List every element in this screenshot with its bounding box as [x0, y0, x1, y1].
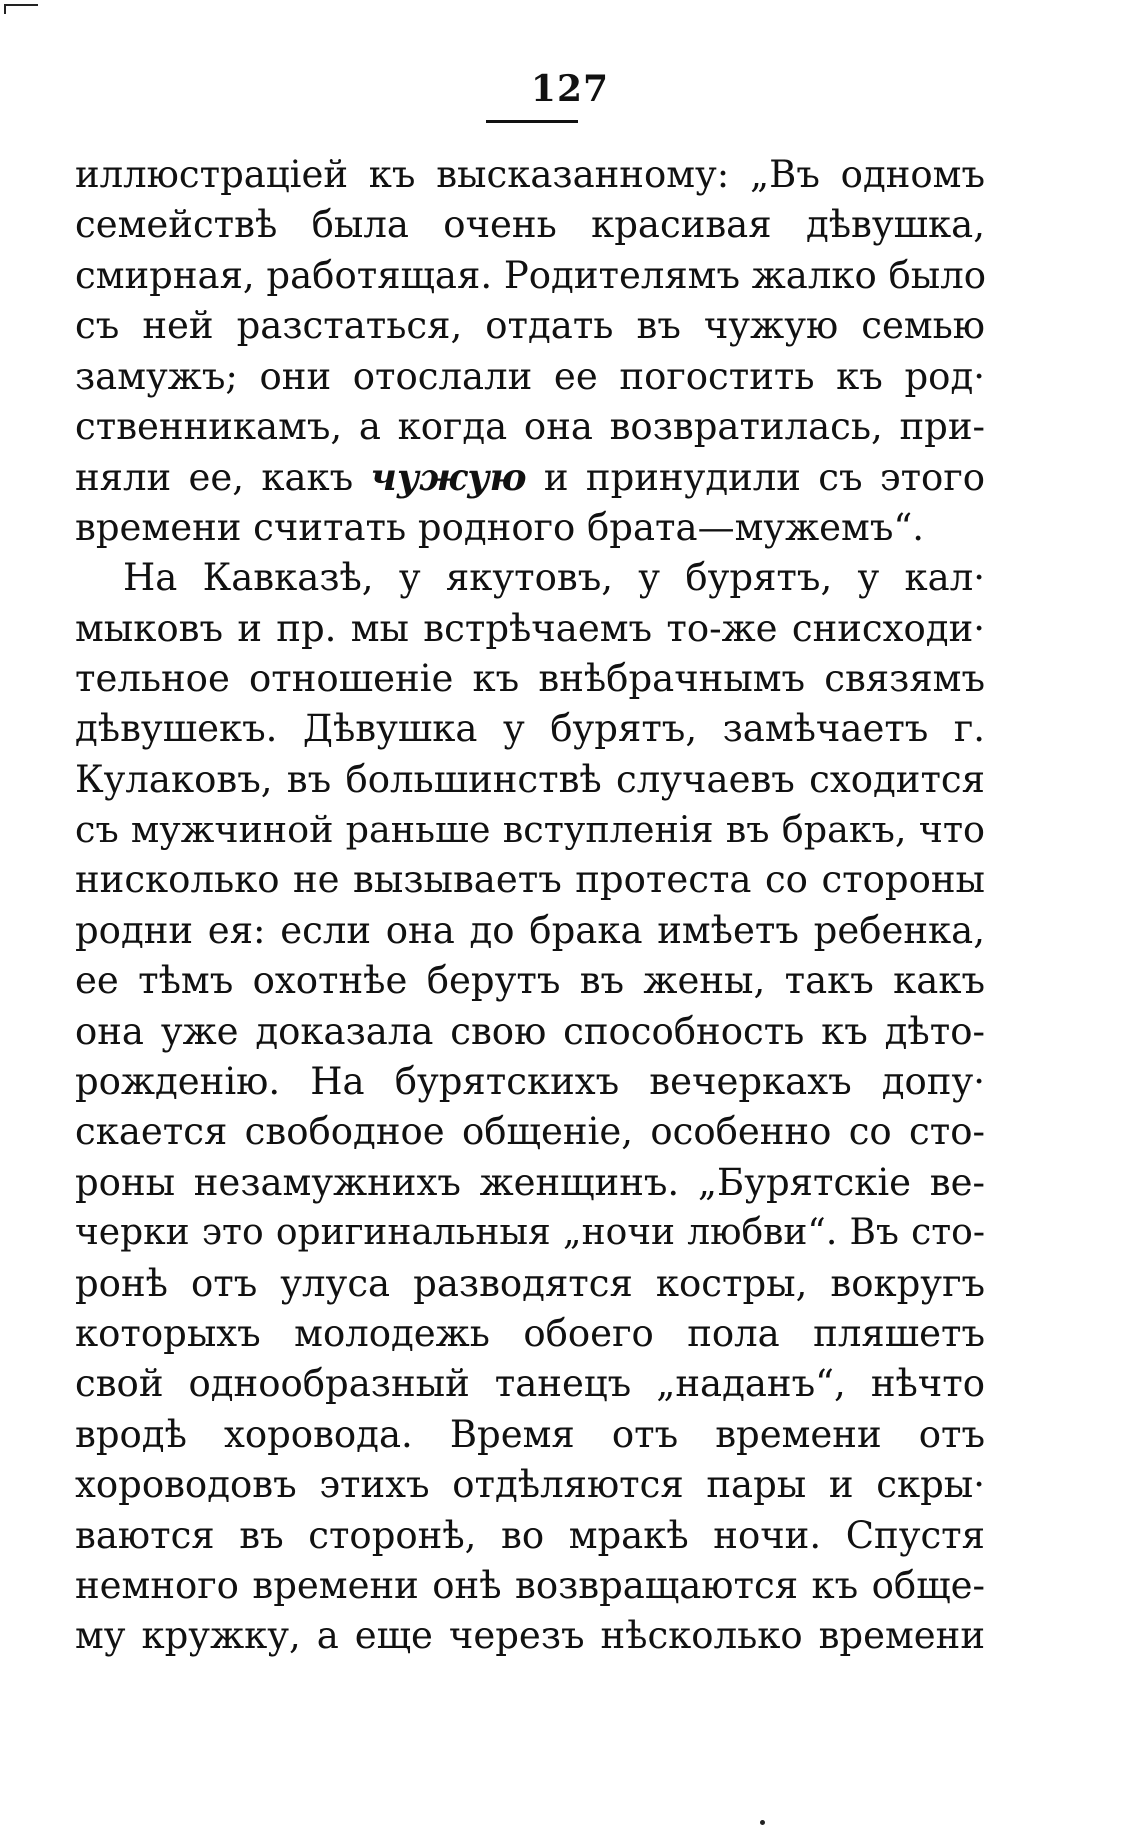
text-line: ваются въ сторонѣ, во мракѣ ночи. Спустя [75, 1513, 985, 1557]
text-line: роны незамужнихъ женщинъ. „Бурятскіе ве- [75, 1160, 985, 1204]
text-line: съ ней разстаться, отдать въ чужую семью [75, 304, 985, 348]
text-line: смирная, работящая. Родителямъ жалко было [75, 253, 987, 297]
text-line: времени считать родного брата—мужемъ“. [75, 505, 925, 549]
text-line: ронѣ отъ улуса разводятся костры, вокругъ [75, 1261, 985, 1305]
text-segment: няли ее, какъ [75, 456, 371, 500]
text-line: нисколько не вызываетъ протеста со стороны [75, 858, 985, 902]
text-line: ственникамъ, а когда она возвратилась, при- [75, 404, 985, 448]
text-line: мыковъ и пр. мы встрѣчаемъ то-же снисходи· [75, 606, 985, 650]
text-line: тельное отношеніе къ внѣбрачнымъ связямъ [75, 656, 985, 700]
text-line: иллюстраціей къ высказанному: „Въ одномъ [75, 153, 985, 196]
italic-word: чужую [370, 455, 527, 500]
text-line: свой однообразный танецъ „наданъ“, нѣчто [75, 1362, 985, 1406]
text-line: которыхъ молодежь обоего пола пляшетъ [75, 1311, 985, 1355]
scan-corner-mark [4, 4, 38, 10]
scan-speck [760, 1820, 765, 1825]
text-line: рожденію. На бурятскихъ вечеркахъ допу· [75, 1060, 985, 1104]
text-line: му кружку, а еще черезъ нѣсколько времени [75, 1614, 985, 1658]
text-line: ее тѣмъ охотнѣе берутъ въ жены, такъ какъ [75, 959, 985, 1003]
text-line: семействѣ была очень красивая дѣвушка, [75, 203, 985, 247]
page-number: 127 [530, 68, 610, 110]
text-line: родни ея: если она до брака имѣетъ ребенка, [75, 908, 985, 952]
text-line: немного времени онѣ возвращаются къ обще- [75, 1563, 985, 1607]
text-line: черки это оригинальныя „ночи любви“. Въ сто- [75, 1212, 985, 1254]
page-number-rule [486, 120, 578, 123]
text-segment: и принудили съ этого [526, 456, 985, 500]
text-line: замужъ; они отослали ее погостить къ род· [75, 354, 985, 398]
text-line: скается свободное общеніе, особенно со сто- [75, 1110, 985, 1154]
text-line: хороводовъ этихъ отдѣляются пары и скры· [75, 1463, 985, 1507]
text-line: съ мужчиной раньше вступленія въ бракъ, что [75, 808, 985, 852]
paragraph-first-line: На Кавказѣ, у якутовъ, у бурятъ, у кал· [123, 556, 985, 600]
text-line: Кулаковъ, въ большинствѣ случаевъ сходится [75, 757, 985, 801]
text-line: она уже доказала свою способность къ дѣто- [75, 1009, 985, 1053]
text-line-with-italic [75, 452, 985, 502]
body-text [75, 150, 985, 1662]
text-line: дѣвушекъ. Дѣвушка у бурятъ, замѣчаетъ г. [75, 707, 985, 751]
text-line: вродѣ хоровода. Время отъ времени отъ [75, 1412, 985, 1456]
